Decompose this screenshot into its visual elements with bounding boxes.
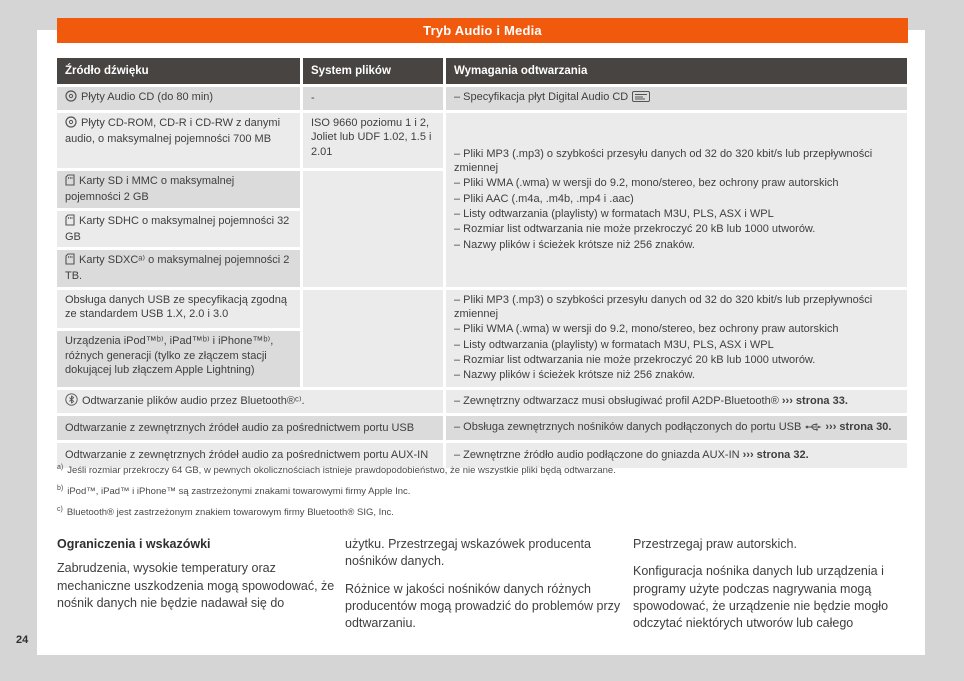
req-line: – Pliki MP3 (.mp3) o szybkości przesyłu danych od 32 do 320 kbit/s lub przepływności zmiennej [454, 293, 873, 321]
cell-source-sdxc [57, 250, 300, 287]
table-row [57, 113, 907, 168]
cell-req-ext-usb [446, 416, 907, 440]
source-label: Odtwarzanie plików audio przez Bluetooth®ᶜ⁾. [82, 394, 305, 407]
cross-reference: ››› strona 32. [742, 449, 809, 462]
source-label: Płyty Audio CD (do 80 min) [81, 91, 214, 104]
cell-source-usb-standard [57, 290, 300, 329]
cell-source-ext-usb: Odtwarzanie z zewnętrznych źródeł audio za pośrednictwem portu USB [57, 416, 443, 440]
media-sources-table [54, 55, 910, 471]
notes-paragraph: użytku. Przestrzegaj wskazówek producenta nośników danych. [345, 537, 591, 569]
notes-column-3 [633, 536, 911, 642]
cd-digital-audio-logo-icon [632, 91, 650, 106]
notes-column-1 [57, 536, 335, 622]
column-header-requirements: Wymagania odtwarzania [446, 58, 907, 84]
cell-filesystem-cdrom: ISO 9660 poziomu 1 i 2, Joliet lub UDF 1.02, 1.5 i 2.01 [303, 113, 443, 168]
cell-source-sdhc [57, 211, 300, 248]
footnote-text: iPod™, iPad™ i iPhone™ są zastrzeżonymi znakami towarowymi firmy Apple Inc. [67, 486, 411, 498]
notes-paragraph: Różnice w jakości nośników danych różnych producentów mogą prowadzić do problemów przy odtwarzaniu. [345, 581, 621, 630]
page-banner: Tryb Audio i Media [57, 18, 908, 43]
cross-reference: ››› strona 30. [825, 420, 892, 433]
usb-icon [805, 422, 822, 436]
footnotes [57, 464, 907, 527]
req-line: – Nazwy plików i ścieżek krótsze niż 256 znaków. [454, 369, 695, 382]
footnote-a [57, 464, 907, 476]
cell-source-audio-cd [57, 87, 300, 110]
req-line: – Pliki AAC (.m4a, .m4b, .mp4 i .aac) [454, 192, 634, 205]
footnote-marker: b) [57, 485, 64, 493]
cell-source-bluetooth [57, 390, 443, 413]
table-row [57, 290, 907, 329]
page-number: 24 [16, 634, 29, 646]
table-row [57, 87, 907, 110]
cd-disc-icon [65, 90, 77, 106]
source-label: Płyty CD-ROM, CD-R i CD-RW z danymi audio, o maksymalnej pojemności 700 MB [65, 117, 281, 146]
cd-disc-icon [65, 116, 77, 132]
cell-source-aux-in: Odtwarzanie z zewnętrznych źródeł audio za pośrednictwem portu AUX-IN [57, 443, 443, 468]
cell-filesystem-audio-cd: - [303, 87, 443, 110]
column-header-source: Źródło dźwięku [57, 58, 300, 84]
req-text: – Zewnętrzne źródło audio podłączone do gniazda AUX-IN [454, 449, 740, 462]
cell-filesystem-sd-cards [303, 171, 443, 287]
cell-filesystem-usb [303, 290, 443, 387]
table-header-row [57, 58, 907, 84]
source-label: Karty SDXCᵃ⁾ o maksymalnej pojemności 2 TB. [65, 254, 290, 283]
notes-paragraph: Zabrudzenia, wysokie temperatury oraz mechaniczne uszkodzenia mogą spowodować, że nośnik danych nie będzie nadawał się do [57, 561, 335, 610]
source-label: Obsługa danych USB ze specyfikacją zgodną ze standardem USB 1.X, 2.0 i 3.0 [65, 293, 287, 321]
notes-paragraph: Konfiguracja nośnika danych lub urządzenia i programy użyte podczas nagrywania mogą spowodować, że urządzenie nie będzie mogło odczytać niektórych utworów lub całego [633, 564, 889, 630]
cell-req-bluetooth [446, 390, 907, 413]
req-text: – Obsługa zewnętrznych nośników danych podłączonych do portu USB [454, 420, 802, 433]
cross-reference: ››› strona 33. [781, 395, 848, 408]
table-row [57, 416, 907, 440]
cell-requirements-block-a [446, 113, 907, 287]
cell-requirements-block-b [446, 290, 907, 387]
notes-heading: Ograniczenia i wskazówki [57, 537, 211, 551]
cell-source-sd-mmc [57, 171, 300, 208]
sd-card-icon [65, 253, 75, 269]
source-label: Urządzenia iPod™ᵇ⁾, iPad™ᵇ⁾ i iPhone™ᵇ⁾, różnych generacji (tylko ze złączem stacji dokującej lub złączem Apple Lightning) [65, 335, 274, 376]
req-line: – Listy odtwarzania (playlisty) w formatach M3U, PLS, ASX i WPL [454, 208, 774, 221]
req-line: – Pliki WMA (.wma) w wersji do 9.2, mono/stereo, bez ochrony praw autorskich [454, 177, 839, 190]
sd-card-icon [65, 174, 75, 190]
table-row [57, 390, 907, 413]
cell-source-cdrom [57, 113, 300, 168]
req-text: – Zewnętrzny odtwarzacz musi obsługiwać profil A2DP-Bluetooth® [454, 395, 779, 408]
source-label: Karty SD i MMC o maksymalnej pojemności 2 GB [65, 175, 235, 204]
footnote-c [57, 506, 907, 518]
footnote-marker: c) [57, 506, 63, 514]
cell-source-apple-devices [57, 331, 300, 386]
notes-paragraph: Przestrzegaj praw autorskich. [633, 537, 797, 551]
source-label: Karty SDHC o maksymalnej pojemności 32 GB [65, 214, 290, 243]
bluetooth-icon [65, 393, 78, 410]
req-line: – Nazwy plików i ścieżek krótsze niż 256 znaków. [454, 238, 695, 251]
footnote-b [57, 485, 907, 497]
cell-req-audio-cd [446, 87, 907, 110]
req-line: – Pliki WMA (.wma) w wersji do 9.2, mono/stereo, bez ochrony praw autorskich [454, 323, 839, 336]
footnote-text: Jeśli rozmiar przekroczy 64 GB, w pewnych okolicznościach istnieje prawdopodobieństwo, że nie wszystkie pliki będą odtwarzane. [67, 465, 616, 477]
footnote-text: Bluetooth® jest zastrzeżonym znakiem towarowym firmy Bluetooth® SIG, Inc. [66, 507, 394, 519]
req-line: – Pliki MP3 (.mp3) o szybkości przesyłu danych od 32 do 320 kbit/s lub przepływności zmiennej [454, 147, 873, 175]
sd-card-icon [65, 214, 75, 230]
column-header-filesystem: System plików [303, 58, 443, 84]
req-text: – Specyfikacja płyt Digital Audio CD [454, 91, 629, 104]
footnote-marker: a) [57, 464, 64, 471]
req-line: – Rozmiar list odtwarzania nie może przekroczyć 20 kB lub 1000 utworów. [454, 353, 816, 366]
notes-column-2 [345, 536, 623, 642]
req-line: – Rozmiar list odtwarzania nie może przekroczyć 20 kB lub 1000 utworów. [454, 223, 816, 236]
req-line: – Listy odtwarzania (playlisty) w formatach M3U, PLS, ASX i WPL [454, 338, 774, 351]
